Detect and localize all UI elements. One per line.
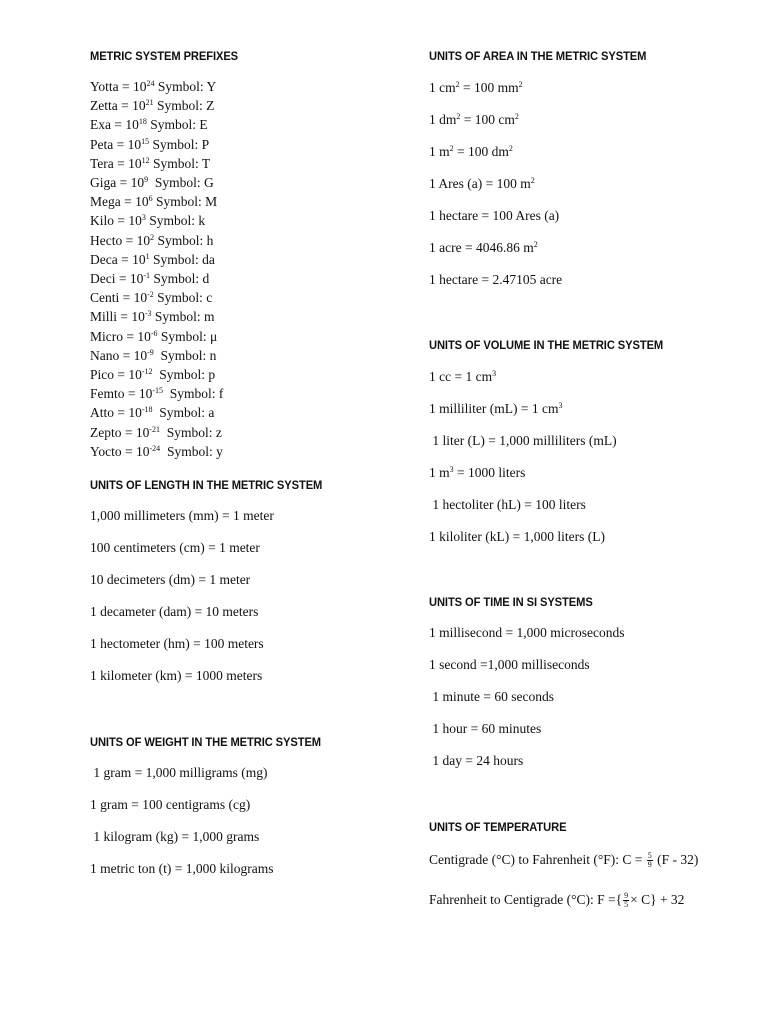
weight-heading: UNITS OF WEIGHT IN THE METRIC SYSTEM <box>90 735 322 749</box>
volume-text: 1 milliliter (mL) = 1 cm <box>429 401 559 416</box>
exponent: -1 <box>143 271 151 280</box>
prefix-name: Deci = 10 <box>90 271 144 286</box>
time-item: 1 day = 24 hours <box>429 753 524 768</box>
prefix-symbol: Symbol: n <box>153 347 217 363</box>
temperature-formula-c <box>429 849 698 871</box>
temperature-heading: UNITS OF TEMPERATURE <box>429 820 567 834</box>
exponent: -2 <box>147 290 154 300</box>
time-heading: UNITS OF TIME IN SI SYSTEMS <box>429 595 593 609</box>
prefix-item <box>90 232 213 250</box>
weight-item: 1 gram = 1,000 milligrams (mg) <box>90 765 268 780</box>
volume-item <box>429 465 525 481</box>
prefix-item <box>90 193 217 211</box>
exponent: 15 <box>141 136 150 146</box>
weight-item: 1 metric ton (t) = 1,000 kilograms <box>90 861 274 876</box>
prefix-name: Peta = 10 <box>90 136 142 152</box>
prefix-item <box>90 424 222 442</box>
area-text: 1 m <box>429 144 450 159</box>
prefix-symbol: Symbol: T <box>149 155 211 171</box>
exponent: 18 <box>138 117 147 127</box>
exponent: -12 <box>141 367 153 376</box>
prefix-name: Hecto = 10 <box>90 232 151 248</box>
prefix-name: Zetta = 10 <box>90 98 146 114</box>
length-item: 1 hectometer (hm) = 100 meters <box>90 636 264 651</box>
prefix-item <box>90 443 223 461</box>
prefix-name: Atto = 10 <box>90 405 142 421</box>
exponent: 2 <box>530 176 535 185</box>
exponent: 2 <box>449 144 454 153</box>
volume-item: 1 liter (L) = 1,000 milliliters (mL) <box>429 433 617 448</box>
fraction-numerator: 5 <box>647 851 652 861</box>
volume-text: 1 cc = 1 cm <box>429 369 493 384</box>
fraction <box>623 892 629 909</box>
length-item: 1 kilometer (km) = 1000 meters <box>90 668 263 683</box>
exponent: 3 <box>492 369 497 378</box>
exponent: 6 <box>148 194 153 204</box>
prefix-item <box>90 97 214 115</box>
prefix-name: Milli = 10 <box>90 309 145 325</box>
prefix-name: Nano = 10 <box>90 347 148 363</box>
area-text: 1 acre = 4046.86 m <box>429 240 534 255</box>
time-item: 1 second =1,000 milliseconds <box>429 657 590 672</box>
formula-text: Centigrade (°C) to Fahrenheit (°F): C = <box>429 852 646 867</box>
exponent: 2 <box>533 240 538 249</box>
area-item: 1 hectare = 2.47105 acre <box>429 272 563 287</box>
prefix-symbol: Symbol: y <box>160 443 223 459</box>
prefix-item <box>90 308 215 326</box>
exponent: 3 <box>449 465 454 474</box>
prefix-symbol: Symbol: da <box>149 251 215 267</box>
fraction-numerator: 9 <box>624 891 629 901</box>
exponent: -18 <box>141 405 153 415</box>
exponent: 2 <box>508 144 513 153</box>
volume-item: 1 hectoliter (hL) = 100 liters <box>429 497 586 512</box>
exponent: 9 <box>144 175 149 184</box>
volume-item <box>429 369 496 385</box>
prefix-name: Pico = 10 <box>90 367 142 382</box>
weight-item: 1 kilogram (kg) = 1,000 grams <box>90 829 260 844</box>
prefix-symbol: Symbol: a <box>152 405 215 421</box>
prefix-item <box>90 328 217 346</box>
time-item: 1 minute = 60 seconds <box>429 689 554 704</box>
area-item: 1 hectare = 100 Ares (a) <box>429 208 560 223</box>
exponent: 3 <box>558 401 563 410</box>
area-item <box>429 240 538 256</box>
prefix-symbol: Symbol: p <box>152 367 216 382</box>
exponent: -9 <box>147 347 154 357</box>
prefix-item <box>90 385 223 403</box>
area-text: = 100 mm <box>459 80 519 95</box>
length-item: 1,000 millimeters (mm) = 1 meter <box>90 508 274 523</box>
prefix-item <box>90 270 209 288</box>
temperature-formula-f <box>429 889 684 911</box>
prefix-item <box>90 251 215 269</box>
area-text: = 100 dm <box>453 144 509 159</box>
prefix-name: Femto = 10 <box>90 386 153 402</box>
area-text: 1 Ares (a) = 100 m <box>429 176 531 191</box>
volume-item <box>429 401 562 417</box>
area-text: = 100 cm <box>460 112 515 127</box>
prefix-name: Exa = 10 <box>90 117 139 133</box>
prefix-item <box>90 174 214 192</box>
length-item: 1 decameter (dam) = 10 meters <box>90 604 259 619</box>
exponent: 2 <box>455 80 460 89</box>
exponent: 12 <box>141 155 150 165</box>
exponent: -15 <box>152 386 164 396</box>
prefix-symbol: Symbol: μ <box>157 328 218 344</box>
prefix-name: Kilo = 10 <box>90 213 142 229</box>
prefix-item <box>90 289 212 307</box>
prefix-item <box>90 347 216 365</box>
exponent: -21 <box>149 424 161 434</box>
prefix-name: Deca = 10 <box>90 251 146 267</box>
prefix-name: Mega = 10 <box>90 194 149 210</box>
exponent: 2 <box>456 112 461 121</box>
prefix-name: Zepto = 10 <box>90 424 150 440</box>
prefix-item <box>90 116 208 134</box>
time-item: 1 millisecond = 1,000 microseconds <box>429 625 625 640</box>
prefix-symbol: Symbol: Y <box>154 79 217 94</box>
area-item <box>429 112 519 128</box>
prefix-name: Yotta = 10 <box>90 79 147 94</box>
exponent: -6 <box>150 328 158 338</box>
fraction-denominator: 5 <box>624 900 629 910</box>
prefix-name: Yocto = 10 <box>90 443 150 459</box>
area-item <box>429 176 535 192</box>
volume-heading: UNITS OF VOLUME IN THE METRIC SYSTEM <box>429 338 664 352</box>
prefix-symbol: Symbol: c <box>153 290 213 306</box>
exponent: 2 <box>518 80 523 89</box>
formula-text: × C} + 32 <box>630 892 685 907</box>
prefix-symbol: Symbol: k <box>145 213 206 229</box>
exponent: 3 <box>141 213 146 223</box>
prefix-symbol: Symbol: E <box>146 117 208 133</box>
volume-text: 1 m <box>429 465 450 480</box>
prefix-name: Tera = 10 <box>90 155 142 171</box>
prefix-name: Centi = 10 <box>90 290 148 306</box>
prefix-symbol: Symbol: d <box>150 271 210 286</box>
volume-item: 1 kiloliter (kL) = 1,000 liters (L) <box>429 529 605 544</box>
prefix-item <box>90 78 216 96</box>
prefix-symbol: Symbol: z <box>160 424 222 440</box>
area-heading: UNITS OF AREA IN THE METRIC SYSTEM <box>429 49 647 63</box>
exponent: 2 <box>514 112 519 121</box>
prefix-name: Micro = 10 <box>90 328 151 344</box>
prefix-item <box>90 366 215 384</box>
area-item <box>429 144 513 160</box>
prefix-item <box>90 136 209 154</box>
exponent: -24 <box>149 443 161 453</box>
prefix-symbol: Symbol: h <box>154 232 214 248</box>
prefix-item <box>90 212 205 230</box>
length-heading: UNITS OF LENGTH IN THE METRIC SYSTEM <box>90 478 323 492</box>
formula-text: Fahrenheit to Centigrade (°C): F ={ <box>429 892 623 907</box>
prefix-symbol: Symbol: G <box>148 175 214 190</box>
exponent: 24 <box>146 79 155 88</box>
prefix-symbol: Symbol: Z <box>153 98 215 114</box>
prefix-symbol: Symbol: P <box>149 136 210 152</box>
time-item: 1 hour = 60 minutes <box>429 721 542 736</box>
prefix-item <box>90 155 210 173</box>
area-item <box>429 80 523 96</box>
prefix-symbol: Symbol: M <box>152 194 218 210</box>
exponent: 1 <box>145 251 150 261</box>
exponent: 21 <box>145 98 154 108</box>
volume-text: = 1000 liters <box>453 465 526 480</box>
prefix-item <box>90 404 214 422</box>
length-item: 10 decimeters (dm) = 1 meter <box>90 572 251 587</box>
exponent: -3 <box>144 309 152 319</box>
fraction <box>647 852 653 869</box>
prefix-symbol: Symbol: m <box>151 309 215 325</box>
prefix-symbol: Symbol: f <box>163 386 224 402</box>
area-text: 1 dm <box>429 112 457 127</box>
area-text: 1 cm <box>429 80 456 95</box>
length-item: 100 centimeters (cm) = 1 meter <box>90 540 260 555</box>
exponent: 2 <box>150 232 155 242</box>
weight-item: 1 gram = 100 centigrams (cg) <box>90 797 251 812</box>
prefixes-heading: METRIC SYSTEM PREFIXES <box>90 49 239 63</box>
prefix-name: Giga = 10 <box>90 175 145 190</box>
fraction-denominator: 9 <box>647 860 652 870</box>
formula-text: (F - 32) <box>653 852 699 867</box>
